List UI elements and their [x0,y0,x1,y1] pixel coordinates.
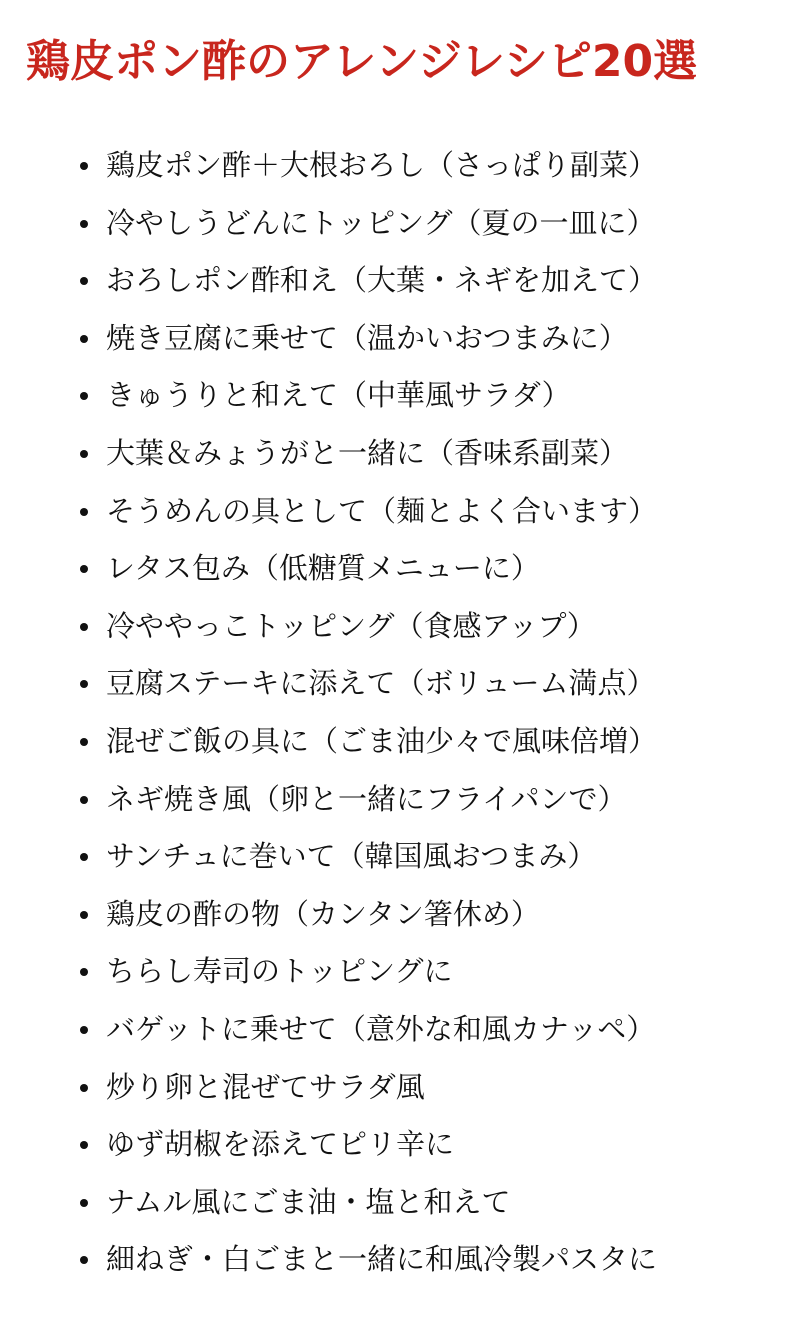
list-item-text: 焼き豆腐に乗せて（温かいおつまみに） [106,320,628,355]
list-item-text: おろしポン酢和え（大葉・ネギを加えて） [106,263,658,298]
list-item [76,367,776,425]
bullet-icon [80,680,88,688]
bullet-icon [80,1026,88,1034]
list-item-text: バゲットに乗せて（意外な和風カナッペ） [106,1011,656,1046]
list-item [76,886,776,944]
list-item [76,1231,776,1289]
bullet-icon [80,1199,88,1207]
list-item-text: ちらし寿司のトッピングに [106,954,453,989]
list-item-text: 混ぜご飯の具に（ごま油少々で風味倍増） [106,723,658,758]
list-item [76,655,776,713]
list-item-text: 鶏皮ポン酢＋大根おろし（さっぱり副菜） [106,148,658,182]
bullet-icon [80,565,88,573]
bullet-icon [80,335,88,343]
list-item-text: きゅうりと和えて（中華風サラダ） [106,378,571,413]
list-item-text: 冷やしうどんにトッピング（夏の一皿に） [106,205,656,240]
bullet-icon [80,796,88,804]
list-item-text: レタス包み（低糖質メニューに） [106,551,540,586]
list-item [76,771,776,829]
list-item-text: 炒り卵と混ぜてサラダ風 [106,1069,425,1104]
list-item [76,1059,776,1117]
bullet-icon [80,450,88,458]
list-item-text: 細ねぎ・白ごまと一緒に和風冷製パスタに [106,1242,658,1277]
bullet-icon [80,162,88,170]
list-item-text: サンチュに巻いて（韓国風おつまみ） [106,839,597,874]
bullet-icon [80,968,88,976]
list-item-text: 豆腐ステーキに添えて（ボリューム満点） [106,666,656,701]
bullet-icon [80,392,88,400]
list-item [76,1116,776,1174]
bullet-icon [80,220,88,228]
bullet-icon [80,1256,88,1264]
bullet-icon [80,623,88,631]
list-item [76,483,776,541]
bullet-icon [80,738,88,746]
list-item [76,137,776,195]
list-item-text: 鶏皮の酢の物（カンタン箸休め） [106,896,540,931]
bullet-icon [80,1141,88,1149]
list-item-text: 大葉＆みょうがと一緒に（香味系副菜） [106,435,629,470]
bullet-icon [80,277,88,285]
bullet-icon [80,508,88,516]
list-item-text: ネギ焼き風（卵と一緒にフライパンで） [106,781,627,816]
list-item [76,425,776,483]
list-item [76,252,776,310]
list-item-text: そうめんの具として（麺とよく合います） [106,493,658,528]
list-item [76,540,776,598]
recipe-list [76,137,776,1289]
list-item [76,598,776,656]
list-item [76,713,776,771]
list-item [76,828,776,886]
list-item-text: ゆず胡椒を添えてピリ辛に [106,1127,455,1162]
bullet-icon [80,911,88,919]
list-item [76,1174,776,1232]
bullet-icon [80,853,88,861]
list-item [76,943,776,1001]
list-item [76,1001,776,1059]
list-item-text: ナムル風にごま油・塩と和えて [106,1184,511,1219]
list-item [76,310,776,368]
list-item [76,195,776,253]
list-item-text: 冷ややっこトッピング（食感アップ） [106,608,596,643]
bullet-icon [80,1084,88,1092]
page-title: 鶏皮ポン酢のアレンジレシピ20選 [26,36,698,87]
